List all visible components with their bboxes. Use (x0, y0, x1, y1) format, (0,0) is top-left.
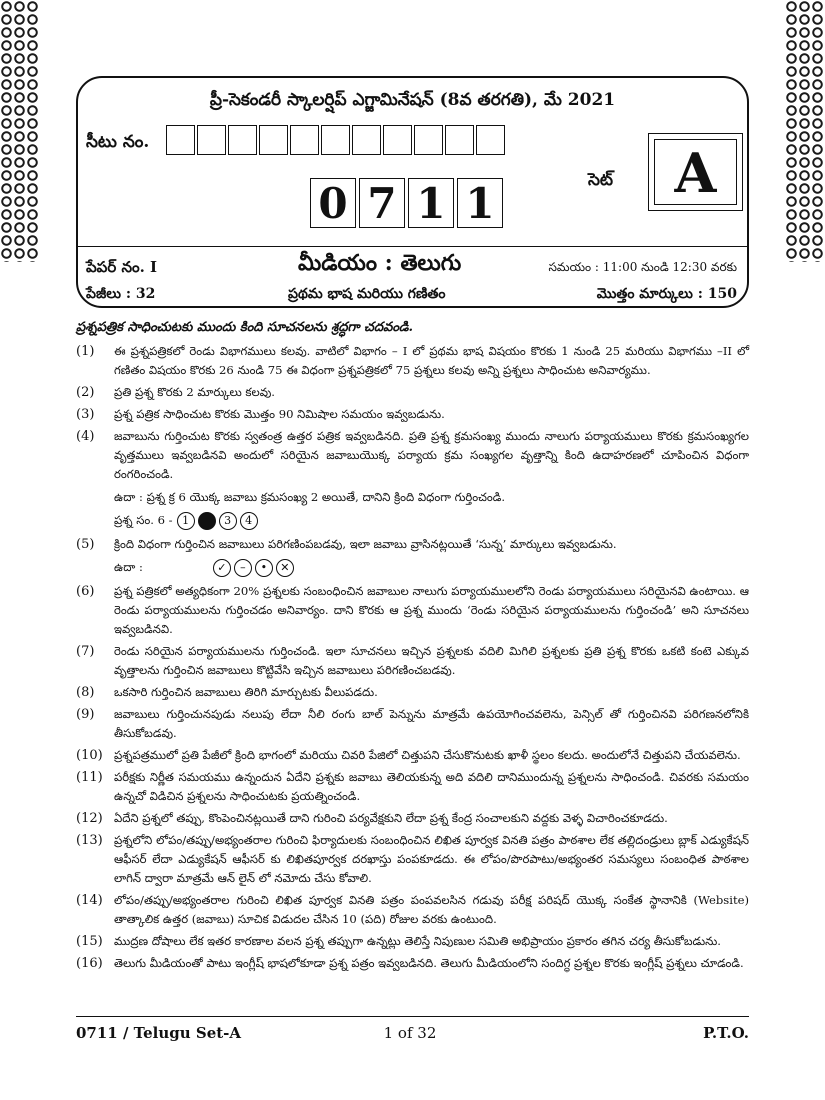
instruction-item (76, 535, 749, 579)
booklet-code-digit: 1 (408, 178, 454, 228)
medium: మీడియం : తెలుగు (298, 250, 462, 276)
booklet-code (310, 178, 506, 228)
booklet-code-digit: 1 (457, 178, 503, 228)
instruction-number: (4) (76, 429, 95, 444)
header-divider (78, 246, 747, 247)
instruction-number: (10) (76, 748, 103, 763)
seat-digit-box (383, 125, 412, 155)
instruction-number: (8) (76, 685, 95, 700)
instruction-text: క్రింది విధంగా గుర్తించిన జవాబులు పరిగణింపబడవు, ఇలా జవాబు వ్రాసినట్లయితే ‘సున్న’ మార్కులు ఇవ్వబడును. (114, 537, 617, 551)
seat-digit-box (197, 125, 226, 155)
instruction-item (76, 954, 749, 973)
instruction-text: ప్రశ్న పత్రికలో అత్యధికంగా 20% ప్రశ్నలకు సంబంధించిన జవాబుల నాలుగు పర్యాయములలోని రెండు పర్యాయములు సరియైనవి ఉంటాయి. ఆ రెండు పర్యాయములను గుర్తించడం అనివార్యం. దాని కొరకు ఆ ప్రశ్న ముందు ‘రెండు సరియైన పర్యాయములను గుర్తించండి’ అని సూచనలు ఇవ్వబడినవి. (114, 584, 749, 636)
seat-digit-box (352, 125, 381, 155)
instruction-item (76, 932, 749, 951)
seat-digit-box (476, 125, 505, 155)
dash-mark-circle: – (234, 559, 252, 577)
instruction-item (76, 746, 749, 765)
option-circle: 1 (177, 512, 195, 530)
option-circle: 4 (240, 512, 258, 530)
tick-mark-circle: ✓ (213, 559, 231, 577)
instruction-item (76, 427, 749, 532)
exam-header-box (76, 76, 749, 308)
seat-digit-box (414, 125, 443, 155)
instruction-item (76, 582, 749, 639)
instruction-item (76, 683, 749, 702)
instruction-text: పరీక్షకు నిర్ణీత సమయము ఉన్నందున ఏదేని ప్రశ్నకు జవాబు తెలియకున్న అది వదిలి దానిముందున్న ప్రశ్నలను సాధించండి. చివరకు సమయం ఉన్నచో విడిచిన ప్రశ్నలను సాధించుటకు ప్రయత్నించండి. (114, 770, 749, 803)
set-box (648, 133, 743, 211)
footer-booklet-id: 0711 / Telugu Set-A (76, 1024, 242, 1042)
instruction-text: జవాబును గుర్తించుట కొరకు స్వతంత్ర ఉత్తర పత్రిక ఇవ్వబడినది. ప్రతి ప్రశ్న క్రమసంఖ్య ముందు నాలుగు పర్యాయములు కొరకు క్రమసంఖ్యగల వృత్తములు ఇవ్వబడినవి అందులో సరియైన జవాబుయొక్క పర్యాయ క్రమ సంఖ్యగల వృత్తాన్ని కింది ఉదాహరణలో చూపించిన విధంగా రంగరించండి. (114, 429, 749, 481)
instructions-heading: ప్రశ్నపత్రిక సాధించుటకు ముందు కింది సూచనలను శ్రద్ధగా చదవండి. (76, 320, 414, 335)
footer-pto: P.T.O. (703, 1024, 749, 1042)
instruction-number: (16) (76, 956, 103, 971)
subject: ప్రథమ భాష మరియు గణితం (288, 286, 446, 302)
seat-digit-box (321, 125, 350, 155)
option-circle: 3 (219, 512, 237, 530)
instruction-number: (5) (76, 537, 95, 552)
decorative-border-left (0, 0, 40, 262)
instruction-item (76, 831, 749, 888)
wrong-marking-example (114, 558, 749, 577)
instructions-list (76, 342, 749, 976)
booklet-code-digit: 7 (359, 178, 405, 228)
instruction-number: (12) (76, 811, 103, 826)
seat-number-boxes (166, 125, 507, 155)
instruction-number: (14) (76, 893, 103, 908)
seat-digit-box (445, 125, 474, 155)
instruction-text: ప్రశ్నలోని లోపం/తప్పు/అభ్యంతరాల గురించి ఫిర్యాదులకు సంబంధించిన లిఖిత పూర్వక వినతి పత్రం పాఠశాల లేక తల్లిదండ్రులు బ్లాక్ ఎడ్యుకేషన్ ఆఫీసర్ లేదా ఎడ్యుకేషన్ ఆఫీసర్ కు లిఖితపూర్వక దరఖాస్తు పంపకూడదు. ఈ లోపం/పొరపాటు/అభ్యంతర సమస్యలు సంబంధిత పాఠశాల లాగిన్ ద్వారా మాత్రమే ఆన్ లైన్ లో నమోదు చేసు కోవాలి. (114, 833, 749, 885)
instruction-text: లోపం/తప్పు/అభ్యంతరాల గురించి లిఖిత పూర్వక వినతి పత్రం పంపవలసిన గడువు పరీక్ష పరిషద్ యొక్క సంకేత స్థానానికి (Website) తాత్కాలిక ఉత్తర (జవాబు) సూచిక విడుదల చేసిన 10 (పది) రోజుల వరకు ఉంటుంది. (114, 893, 749, 926)
instruction-number: (11) (76, 770, 103, 785)
paper-number: పేపర్ నం. I (86, 258, 158, 276)
instruction-item (76, 342, 749, 380)
instruction-text: రెండు సరియైన పర్యాయములను గుర్తించండి. ఇలా సూచనలు ఇచ్చిన ప్రశ్నలకు వదిలి మిగిలి ప్రశ్నలకు ప్రతి ప్రశ్న కొరకు ఒకటి కంటె ఎక్కువ వృత్తాలను గుర్తించిన జవాబులు కొట్టివేసి ఇచ్చిన జవాబులు పరిగణించబడవు. (114, 644, 749, 677)
instruction-text: ఈ ప్రశ్నపత్రికలో రెండు విభాగములు కలవు. వాటిలో విభాగం – I లో ప్రథమ భాష విషయం కొరకు 1 నుండి 25 మరియు విభాగము –II లో గణితం విషయం కొరకు 26 నుండి 75 ఈ విధంగా ప్రశ్నపత్రికలో 75 ప్రశ్నలు కలవు అన్ని ప్రశ్నలు సాధించుట అనివార్యము. (114, 344, 749, 377)
instruction-item (76, 891, 749, 929)
example-prefix: ఉదా : (114, 560, 143, 574)
instruction-text: ప్రశ్నపత్రములో ప్రతి పేజీలో క్రింది భాగంలో మరియు చివరి పేజిలో చిత్తుపని చేసుకొనుటకు ఖాళీ స్థలం కలదు. అందులోనే చిత్తుపని చేయవలెను. (114, 748, 741, 762)
instruction-number: (15) (76, 934, 103, 949)
instruction-text: ముద్రణ దోషాలు లేక ఇతర కారణాల వలన ప్రశ్న తప్పుగా ఉన్నట్లు తెలిస్తే నిపుణుల సమితి అభిప్రాయం ప్రకారం తగిన చర్య తీసుకోబడును. (114, 934, 721, 948)
seat-number-label: సీటు నం. (86, 132, 150, 152)
cross-mark-circle: ✕ (276, 559, 294, 577)
instruction-number: (13) (76, 833, 103, 848)
footer-divider (76, 1016, 749, 1017)
instruction-number: (7) (76, 644, 95, 659)
instruction-number: (9) (76, 707, 95, 722)
instruction-item (76, 642, 749, 680)
instruction-text: ఏదేని ప్రశ్నలో తప్పు, కొంపెంచినట్లయితే దాని గురించి పర్యవేక్షకుని లేదా ప్రశ్న కేంద్ర సంచాలకుని వద్దకు వెళ్ళ విచారించకూడదు. (114, 811, 668, 825)
page-count: పేజీలు : 32 (86, 286, 156, 302)
booklet-code-digit: 0 (310, 178, 356, 228)
option-circle-filled (198, 512, 216, 530)
instruction-item (76, 405, 749, 424)
seat-digit-box (259, 125, 288, 155)
footer-page-number: 1 of 32 (383, 1024, 437, 1042)
decorative-border-right (785, 0, 825, 262)
instruction-text: తెలుగు మీడియంతో పాటు ఇంగ్లీష్ భాషలోకూడా ప్రశ్న పత్రం ఇవ్వబడినది. తెలుగు మీడియంలోని సందిగ్ధ ప్రశ్నల కొరకు ఇంగ్లీష్ ప్రశ్నలు చూడండి. (114, 956, 744, 970)
instruction-number: (1) (76, 344, 95, 359)
instruction-text: జవాబులు గుర్తించునపుడు నలుపు లేదా నీలి రంగు బాల్ పెన్నును మాత్రమే ఉపయోగించవలెను, పెన్సిల్ తో గుర్తించినవి పరిగణనలోనికి తీసుకోబడవు. (114, 707, 749, 740)
instruction-text: ప్రతి ప్రశ్న కొరకు 2 మార్కులు కలవు. (114, 385, 275, 399)
instruction-item (76, 705, 749, 743)
instruction-item (76, 809, 749, 828)
dot-mark-circle: • (255, 559, 273, 577)
instruction-text: ఒకసారి గుర్తించిన జవాబులు తిరిగి మార్చుటకు వీలుపడదు. (114, 685, 378, 699)
instruction-number: (3) (76, 407, 95, 422)
exam-title: ప్రీ-సెకండరీ స్కాలర్షిప్ ఎగ్జామినేషన్ (8వ తరగతి), మే 2021 (209, 90, 616, 110)
instruction-number: (6) (76, 584, 95, 599)
instruction-number: (2) (76, 385, 95, 400)
instruction-text: ప్రశ్న పత్రిక సాధించుట కొరకు మొత్తం 90 నిమిషాల సమయం ఇవ్వబడును. (114, 407, 445, 421)
instruction-item (76, 383, 749, 402)
example-prefix: ప్రశ్న సం. 6 - (114, 513, 173, 527)
seat-digit-box (228, 125, 257, 155)
instruction-example: ఉదా : ప్రశ్న క్ర 6 యొక్క జవాబు క్రమసంఖ్య 2 అయితే, దానిని క్రింది విధంగా గుర్తించండి. (114, 490, 506, 504)
exam-time: సమయం : 11:00 నుండి 12:30 వరకు (548, 260, 737, 274)
correct-marking-example (114, 511, 749, 530)
set-value: A (654, 139, 737, 205)
seat-digit-box (166, 125, 195, 155)
total-marks: మొత్తం మార్కులు : 150 (596, 286, 737, 302)
set-label: సెట్ (588, 170, 614, 190)
seat-digit-box (290, 125, 319, 155)
instruction-item (76, 768, 749, 806)
